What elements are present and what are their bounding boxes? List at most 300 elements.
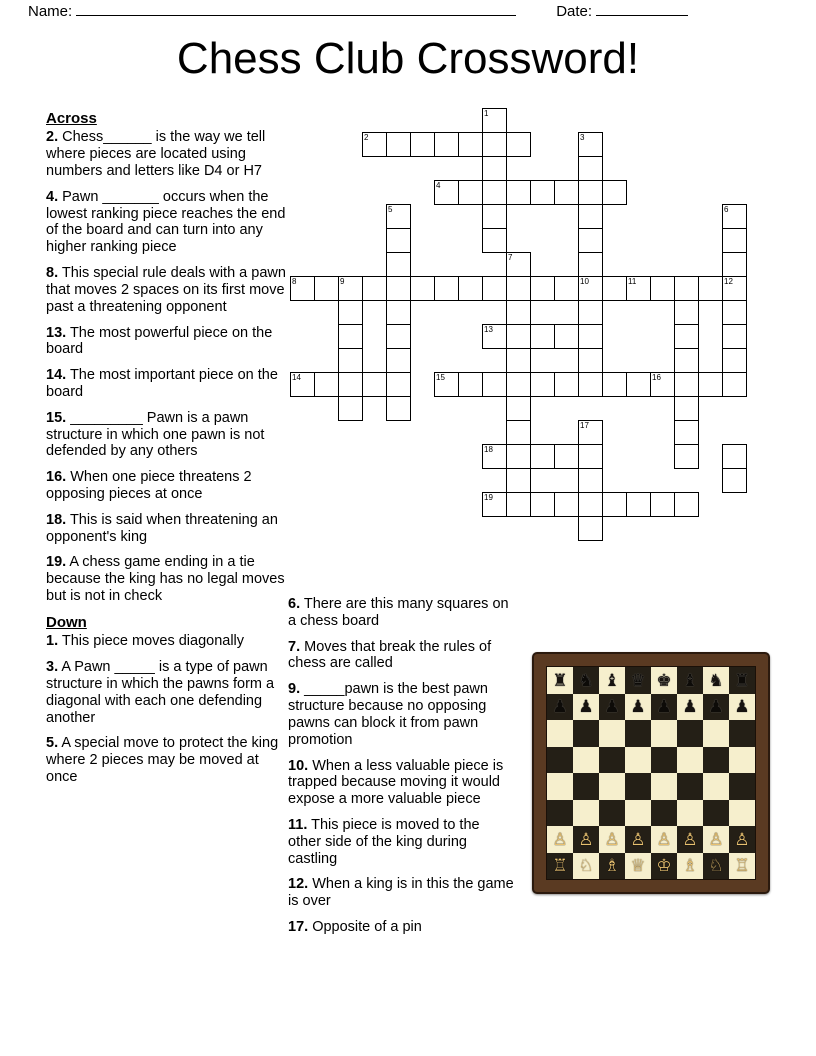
crossword-cell[interactable] <box>434 180 459 205</box>
chessboard-square <box>573 747 599 774</box>
crossword-cell-number: 12 <box>724 277 733 286</box>
clue-number: 2. <box>46 129 59 146</box>
chess-piece-icon: ♛ <box>630 670 646 690</box>
chessboard-square <box>651 853 677 880</box>
crossword-cell[interactable] <box>674 276 699 301</box>
clue-text: A Pawn _____ is a type of pawn structure in which the pawns form a diagonal with each one defending another <box>46 659 275 726</box>
crossword-cell-number: 7 <box>508 253 513 262</box>
date-write-line[interactable] <box>596 2 688 16</box>
clue-number: 15. <box>46 409 67 426</box>
crossword-cell[interactable] <box>674 492 699 517</box>
crossword-cell[interactable] <box>434 372 459 397</box>
chessboard-square <box>651 694 677 721</box>
clue-across-2 <box>46 129 286 179</box>
chess-piece-icon: ♞ <box>708 670 724 690</box>
chessboard-square <box>547 800 573 827</box>
chessboard-square <box>703 747 729 774</box>
crossword-cell[interactable] <box>506 396 531 421</box>
chessboard-square <box>547 694 573 721</box>
crossword-cell[interactable] <box>578 324 603 349</box>
crossword-cell[interactable] <box>290 276 315 301</box>
chess-piece-icon: ♟ <box>630 697 646 717</box>
crossword-cell[interactable] <box>362 132 387 157</box>
crossword-cell[interactable] <box>578 444 603 469</box>
crossword-cell[interactable] <box>434 132 459 157</box>
name-date-row <box>28 2 788 20</box>
crossword-cell[interactable] <box>386 300 411 325</box>
crossword-cell[interactable] <box>554 276 579 301</box>
chess-piece-icon: ♟ <box>656 697 672 717</box>
crossword-cell[interactable] <box>506 180 531 205</box>
chessboard-square <box>625 800 651 827</box>
chess-piece-icon: ♙ <box>682 829 698 849</box>
clue-number: 9. <box>288 681 301 698</box>
clue-text: _____pawn is the best pawn structure because no opposing pawns can block it from pawn promotion <box>288 681 488 748</box>
clue-down-10 <box>288 758 516 808</box>
clue-across-4 <box>46 189 286 256</box>
crossword-cell[interactable] <box>578 204 603 229</box>
crossword-cell[interactable] <box>530 444 555 469</box>
crossword-cell-number: 15 <box>436 373 445 382</box>
chess-piece-icon: ♟ <box>708 697 724 717</box>
crossword-cell[interactable] <box>578 300 603 325</box>
chess-piece-icon: ♖ <box>734 856 750 876</box>
chessboard-square <box>625 694 651 721</box>
crossword-cell[interactable] <box>722 228 747 253</box>
crossword-cell[interactable] <box>554 372 579 397</box>
clues-column-middle <box>288 596 516 945</box>
chessboard-square <box>573 667 599 694</box>
crossword-cell[interactable] <box>506 324 531 349</box>
chessboard-square <box>703 694 729 721</box>
crossword-cell[interactable] <box>554 324 579 349</box>
chessboard-square <box>573 773 599 800</box>
crossword-cell[interactable] <box>362 372 387 397</box>
clue-across-16 <box>46 469 286 503</box>
crossword-cell[interactable] <box>578 252 603 277</box>
chess-piece-icon: ♘ <box>578 856 594 876</box>
chess-piece-icon: ♞ <box>578 670 594 690</box>
clue-number: 6. <box>288 596 301 612</box>
crossword-cell[interactable] <box>386 228 411 253</box>
clue-text: This is said when threatening an opponent's king <box>46 511 278 545</box>
clue-number: 8. <box>46 265 59 282</box>
clue-text: This piece moves diagonally <box>61 633 245 650</box>
chessboard-square <box>651 720 677 747</box>
crossword-cell[interactable] <box>506 276 531 301</box>
clue-number: 4. <box>46 188 59 205</box>
crossword-cell[interactable] <box>626 276 651 301</box>
crossword-cell[interactable] <box>338 276 363 301</box>
crossword-cell[interactable] <box>410 276 435 301</box>
chessboard-square <box>677 694 703 721</box>
crossword-cell[interactable] <box>506 300 531 325</box>
crossword-cell[interactable] <box>506 348 531 373</box>
chessboard-square <box>625 747 651 774</box>
crossword-cell[interactable] <box>626 372 651 397</box>
clue-number: 5. <box>46 735 59 752</box>
crossword-cell[interactable] <box>722 204 747 229</box>
clue-number: 14. <box>46 367 67 384</box>
down-heading: Down <box>46 613 87 631</box>
crossword-cell[interactable] <box>458 372 483 397</box>
chess-piece-icon: ♙ <box>656 829 672 849</box>
crossword-cell-number: 16 <box>652 373 661 382</box>
chess-piece-icon: ♝ <box>682 670 698 690</box>
chessboard-square <box>599 694 625 721</box>
chess-piece-icon: ♖ <box>552 856 568 876</box>
crossword-cell[interactable] <box>314 276 339 301</box>
clue-text: A chess game ending in a tie because the king has no legal moves but is not in check <box>46 554 285 605</box>
crossword-cell-number: 9 <box>340 277 345 286</box>
chess-piece-icon: ♚ <box>656 670 672 690</box>
clue-text: Pawn _______ occurs when the lowest ranking piece reaches the end of the board and can turn into any higher ranking piece <box>46 188 286 256</box>
clue-number: 10. <box>288 757 309 774</box>
clue-number: 3. <box>46 659 59 676</box>
crossword-cell[interactable] <box>506 420 531 445</box>
chessboard-square <box>573 694 599 721</box>
crossword-cell[interactable] <box>338 372 363 397</box>
crossword-cell[interactable] <box>578 420 603 445</box>
crossword-cell[interactable] <box>530 324 555 349</box>
clue-across-14 <box>46 367 286 401</box>
crossword-cell[interactable] <box>722 324 747 349</box>
crossword-cell[interactable] <box>506 468 531 493</box>
chessboard-square <box>703 773 729 800</box>
crossword-cell[interactable] <box>434 276 459 301</box>
chessboard-square <box>729 800 755 827</box>
chess-piece-icon: ♟ <box>734 697 750 717</box>
across-heading: Across <box>46 110 97 127</box>
crossword-cell[interactable] <box>674 420 699 445</box>
chessboard-square <box>599 720 625 747</box>
crossword-cell[interactable] <box>602 180 627 205</box>
clue-down-9 <box>288 681 516 748</box>
chessboard-square <box>729 667 755 694</box>
clue-number: 16. <box>46 469 67 486</box>
crossword-cell[interactable] <box>482 204 507 229</box>
crossword-cell-number: 14 <box>292 373 301 382</box>
chess-piece-icon: ♙ <box>630 829 646 849</box>
clue-text: When one piece threatens 2 opposing pieces at once <box>46 469 252 503</box>
clue-number: 17. <box>288 919 309 935</box>
crossword-cell-number: 2 <box>364 133 369 142</box>
chessboard-square <box>677 800 703 827</box>
crossword-cell[interactable] <box>578 180 603 205</box>
chessboard-square <box>547 667 573 694</box>
crossword-cell[interactable] <box>650 276 675 301</box>
crossword-cell[interactable] <box>362 276 387 301</box>
chess-piece-icon: ♟ <box>604 697 620 717</box>
chessboard-square <box>703 853 729 880</box>
clue-down-7 <box>288 639 516 673</box>
chessboard-square <box>599 853 625 880</box>
crossword-cell-number: 5 <box>388 205 393 214</box>
clue-number: 13. <box>46 324 67 341</box>
clue-down-17 <box>288 919 516 936</box>
chessboard-square <box>677 773 703 800</box>
crossword-cell[interactable] <box>386 252 411 277</box>
clue-text: Opposite of a pin <box>312 919 422 935</box>
chessboard-square <box>651 800 677 827</box>
chessboard-square <box>677 826 703 853</box>
clues-column-left <box>46 110 286 795</box>
crossword-cell[interactable] <box>602 372 627 397</box>
chessboard-square <box>625 853 651 880</box>
crossword-cell[interactable] <box>578 276 603 301</box>
crossword-cell[interactable] <box>506 372 531 397</box>
chess-piece-icon: ♙ <box>708 829 724 849</box>
chessboard-square <box>599 747 625 774</box>
crossword-cell[interactable] <box>410 132 435 157</box>
crossword-cell[interactable] <box>554 180 579 205</box>
chess-piece-icon: ♘ <box>708 856 724 876</box>
crossword-cell-number: 11 <box>628 277 637 286</box>
chessboard-square <box>599 826 625 853</box>
chessboard-square <box>599 800 625 827</box>
chessboard-square <box>729 747 755 774</box>
crossword-cell[interactable] <box>578 156 603 181</box>
crossword-cell-number: 19 <box>484 493 493 502</box>
chessboard-square <box>677 747 703 774</box>
clue-text: Moves that break the rules of chess are called <box>288 638 492 672</box>
chessboard-square <box>573 720 599 747</box>
crossword-cell[interactable] <box>722 300 747 325</box>
chess-piece-icon: ♜ <box>552 670 568 690</box>
crossword-cell-number: 4 <box>436 181 441 190</box>
crossword-cell[interactable] <box>458 276 483 301</box>
crossword-cell[interactable] <box>458 132 483 157</box>
crossword-cell[interactable] <box>722 276 747 301</box>
chess-piece-icon: ♙ <box>604 829 620 849</box>
chess-piece-icon: ♕ <box>630 856 646 876</box>
crossword-cell[interactable] <box>578 468 603 493</box>
crossword-cell[interactable] <box>338 396 363 421</box>
page-title: Chess Club Crossword! <box>176 34 640 83</box>
crossword-cell[interactable] <box>338 348 363 373</box>
chess-piece-icon: ♙ <box>552 829 568 849</box>
crossword-cell[interactable] <box>506 252 531 277</box>
crossword-cell[interactable] <box>650 492 675 517</box>
chessboard-square <box>547 826 573 853</box>
crossword-cell[interactable] <box>602 492 627 517</box>
crossword-cell[interactable] <box>482 324 507 349</box>
chess-piece-icon: ♟ <box>682 697 698 717</box>
crossword-cell[interactable] <box>482 180 507 205</box>
crossword-cell[interactable] <box>722 348 747 373</box>
crossword-cell[interactable] <box>578 516 603 541</box>
crossword-cell[interactable] <box>506 132 531 157</box>
chessboard-square <box>677 853 703 880</box>
crossword-cell[interactable] <box>722 444 747 469</box>
chessboard-square <box>625 773 651 800</box>
clue-text: The most powerful piece on the board <box>46 324 273 358</box>
crossword-cell[interactable] <box>386 276 411 301</box>
crossword-cell[interactable] <box>290 372 315 397</box>
crossword-cell[interactable] <box>386 204 411 229</box>
clue-number: 18. <box>46 511 67 528</box>
crossword-cell[interactable] <box>674 324 699 349</box>
clue-text: There are this many squares on a chess board <box>288 596 509 629</box>
clue-down-1 <box>46 633 286 650</box>
crossword-cell[interactable] <box>482 492 507 517</box>
clue-down-11 <box>288 817 516 867</box>
chessboard-square <box>599 773 625 800</box>
clue-across-19 <box>46 554 286 604</box>
clue-number: 11. <box>288 816 308 833</box>
crossword-cell[interactable] <box>458 180 483 205</box>
crossword-cell[interactable] <box>650 372 675 397</box>
crossword-cell[interactable] <box>722 252 747 277</box>
chessboard-square <box>547 773 573 800</box>
crossword-cell[interactable] <box>530 276 555 301</box>
chessboard-square <box>573 800 599 827</box>
clue-across-13 <box>46 325 286 359</box>
crossword-cell[interactable] <box>338 324 363 349</box>
crossword-cell[interactable] <box>554 492 579 517</box>
clue-text: Chess______ is the way we tell where pieces are located using numbers and letters like D4 or H7 <box>46 129 266 180</box>
crossword-cell[interactable] <box>506 444 531 469</box>
crossword-cell[interactable] <box>386 396 411 421</box>
clue-text: When a king is in this the game is over <box>288 876 514 910</box>
clue-text: The most important piece on the board <box>46 367 278 400</box>
clue-down-5 <box>46 735 286 785</box>
chessboard-square <box>729 853 755 880</box>
crossword-cell-number: 1 <box>484 109 489 118</box>
chessboard-square <box>729 694 755 721</box>
chessboard-square <box>703 826 729 853</box>
crossword-cell[interactable] <box>674 444 699 469</box>
chessboard-square <box>703 667 729 694</box>
crossword-cell[interactable] <box>602 276 627 301</box>
crossword-cell-number: 17 <box>580 421 589 430</box>
chessboard-square <box>573 826 599 853</box>
chess-piece-icon: ♝ <box>604 670 620 690</box>
crossword-cell-number: 10 <box>580 277 589 286</box>
crossword-cell[interactable] <box>722 372 747 397</box>
crossword-cell[interactable] <box>482 108 507 133</box>
crossword-cell[interactable] <box>698 372 723 397</box>
crossword-grid[interactable] <box>290 108 770 588</box>
chessboard-square <box>599 667 625 694</box>
chessboard-square <box>547 853 573 880</box>
crossword-cell[interactable] <box>698 276 723 301</box>
crossword-cell[interactable] <box>722 468 747 493</box>
clue-number: 12. <box>288 876 309 893</box>
clue-number: 19. <box>46 554 67 571</box>
crossword-cell[interactable] <box>578 132 603 157</box>
crossword-cell-number: 3 <box>580 133 585 142</box>
crossword-cell[interactable] <box>482 228 507 253</box>
crossword-cell-number: 13 <box>484 325 493 334</box>
crossword-cell[interactable] <box>338 300 363 325</box>
crossword-cell[interactable] <box>530 372 555 397</box>
chess-piece-icon: ♜ <box>734 670 750 690</box>
name-label: Name: <box>28 3 73 20</box>
crossword-cell[interactable] <box>530 492 555 517</box>
chessboard-square <box>729 720 755 747</box>
crossword-cell[interactable] <box>482 156 507 181</box>
chessboard-square <box>547 720 573 747</box>
clue-text: _________ Pawn is a pawn structure in which one pawn is not defended by any others <box>46 409 265 460</box>
crossword-cell[interactable] <box>530 180 555 205</box>
chessboard-square <box>573 853 599 880</box>
chessboard-square <box>625 720 651 747</box>
chessboard-square <box>703 720 729 747</box>
crossword-cell[interactable] <box>482 132 507 157</box>
chessboard-square <box>729 826 755 853</box>
crossword-cell[interactable] <box>674 372 699 397</box>
chess-piece-icon: ♙ <box>734 829 750 849</box>
crossword-cell[interactable] <box>674 300 699 325</box>
crossword-cell[interactable] <box>482 444 507 469</box>
chessboard-square <box>651 667 677 694</box>
chessboard-square <box>651 773 677 800</box>
clue-across-18 <box>46 512 286 546</box>
clue-down-12 <box>288 876 516 910</box>
crossword-cell[interactable] <box>554 444 579 469</box>
chessboard-square <box>651 747 677 774</box>
crossword-cell[interactable] <box>674 348 699 373</box>
chess-piece-icon: ♟ <box>552 697 568 717</box>
chessboard-square <box>729 773 755 800</box>
clue-text: A special move to protect the king where 2 pieces may be moved at once <box>46 735 279 785</box>
chess-piece-icon: ♟ <box>578 697 594 717</box>
chessboard-square <box>651 826 677 853</box>
chess-piece-icon: ♔ <box>656 856 672 876</box>
clue-down-6 <box>288 596 516 630</box>
crossword-cell-number: 8 <box>292 277 297 286</box>
clue-number: 1. <box>46 633 59 650</box>
crossword-cell-number: 6 <box>724 205 729 214</box>
chess-piece-icon: ♗ <box>604 856 620 876</box>
clue-text: This piece is moved to the other side of the king during castling <box>288 816 480 867</box>
crossword-cell-number: 18 <box>484 445 493 454</box>
crossword-cell[interactable] <box>482 276 507 301</box>
crossword-cell[interactable] <box>386 324 411 349</box>
crossword-cell[interactable] <box>578 372 603 397</box>
crossword-cell[interactable] <box>386 132 411 157</box>
crossword-cell[interactable] <box>626 492 651 517</box>
chessboard-square <box>703 800 729 827</box>
chessboard-square <box>625 667 651 694</box>
crossword-cell[interactable] <box>386 348 411 373</box>
chess-piece-icon: ♙ <box>578 829 594 849</box>
crossword-cell[interactable] <box>578 348 603 373</box>
chessboard-square <box>547 747 573 774</box>
chessboard-square <box>625 826 651 853</box>
clue-text: When a less valuable piece is trapped because moving it would expose a more valuable piece <box>288 757 504 808</box>
crossword-cell[interactable] <box>386 372 411 397</box>
crossword-cell[interactable] <box>482 372 507 397</box>
clue-number: 7. <box>288 638 301 655</box>
date-label: Date: <box>556 3 593 20</box>
chessboard-image <box>532 652 770 894</box>
crossword-cell[interactable] <box>674 396 699 421</box>
crossword-cell[interactable] <box>506 492 531 517</box>
chessboard-square <box>677 667 703 694</box>
clue-text: This special rule deals with a pawn that moves 2 spaces on its first move past a threatening opponent <box>46 265 286 315</box>
chess-piece-icon: ♗ <box>682 856 698 876</box>
crossword-cell[interactable] <box>578 228 603 253</box>
name-write-line[interactable] <box>76 2 516 16</box>
crossword-cell[interactable] <box>578 492 603 517</box>
clue-down-3 <box>46 659 286 726</box>
crossword-cell[interactable] <box>314 372 339 397</box>
chessboard-square <box>677 720 703 747</box>
clue-across-8 <box>46 265 286 315</box>
clue-across-15 <box>46 410 286 460</box>
